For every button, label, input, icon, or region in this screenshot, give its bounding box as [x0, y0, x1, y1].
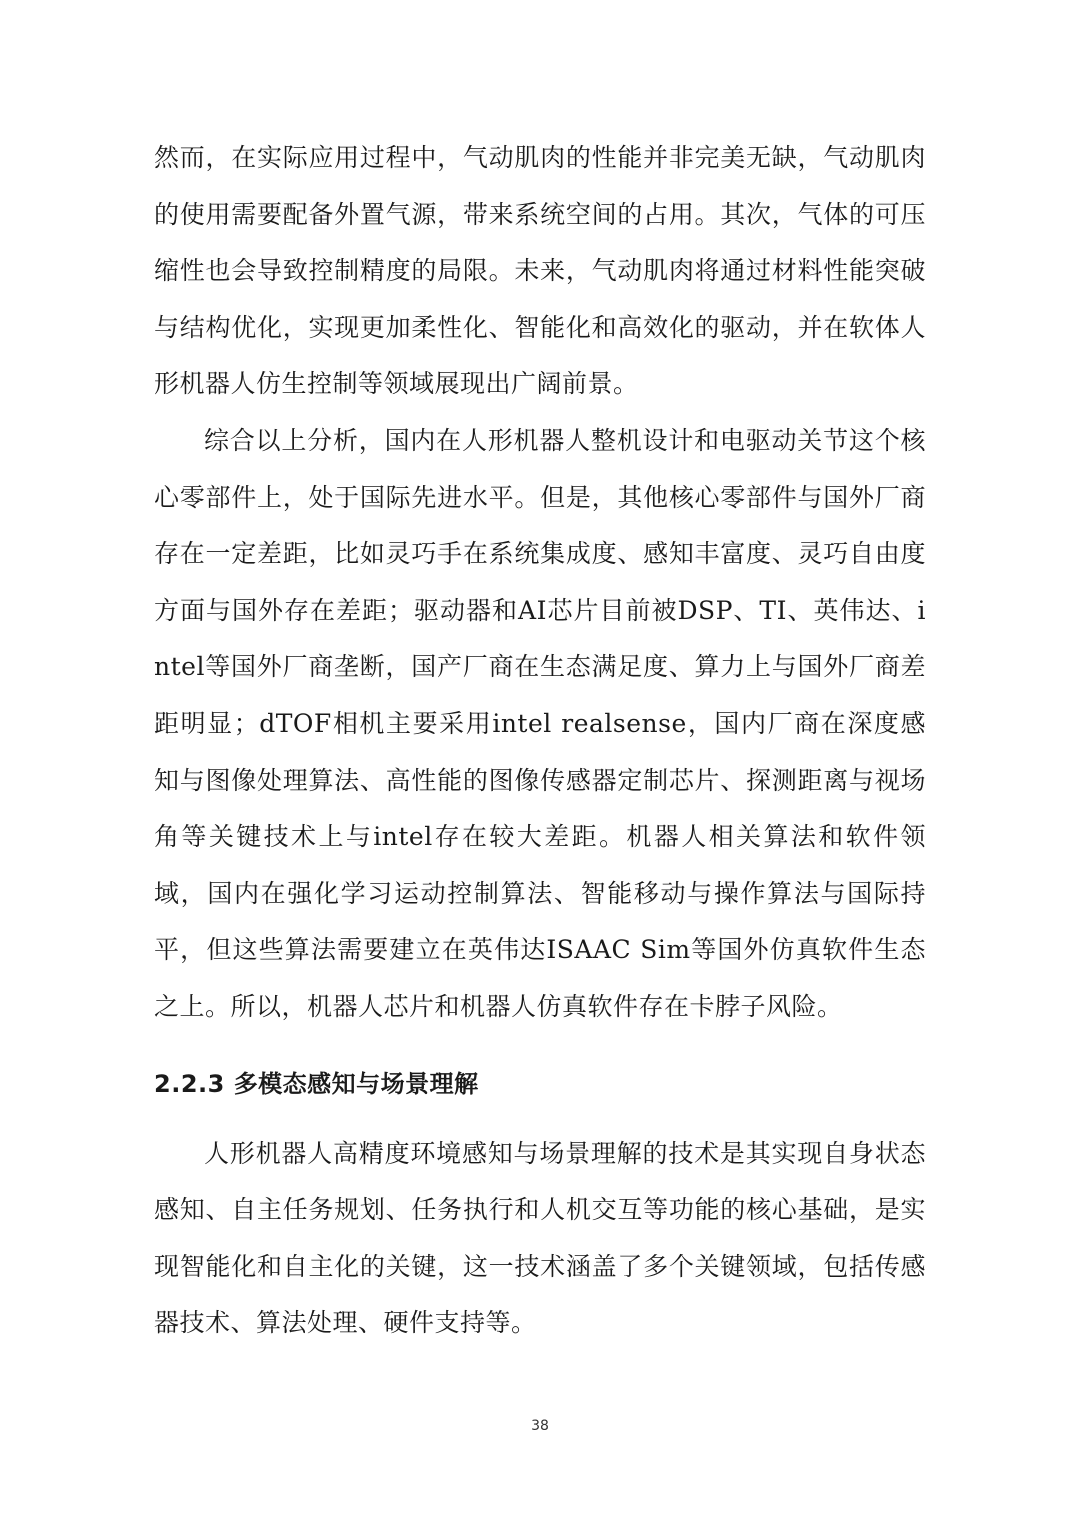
- paragraph-pneumatic-muscle: 然而，在实际应用过程中，气动肌肉的性能并非完美无缺，气动肌肉的使用需要配备外置气源，带来系统空间的占用。其次，气体的可压缩性也会导致控制精度的局限。未来，气动肌肉将通过材料性能突破与结构优化，实现更加柔性化、智能化和高效化的驱动，并在软体人形机器人仿生控制等领域展现出广阔前景。: [154, 143, 926, 399]
- page-number: 38: [531, 1418, 549, 1434]
- paragraph-analysis-summary: 综合以上分析，国内在人形机器人整机设计和电驱动关节这个核心零部件上，处于国际先进水平。但是，其他核心零部件与国外厂商存在一定差距，比如灵巧手在系统集成度、感知丰富度、灵巧自由度方面与国外存在差距；驱动器和AI芯片目前被DSP、TI、英伟达、intel等国外厂商垄断，国产厂商在生态满足度、算力上与国外厂商差距明显；dTOF相机主要采用intel realsense，国内厂商在深度感知与图像处理算法、高性能的图像传感器定制芯片、探测距离与视场角等关键技术上与intel存在较大差距。机器人相关算法和软件领域，国内在强化学习运动控制算法、智能移动与操作算法与国际持平，但这些算法需要建立在英伟达ISAAC Sim等国外仿真软件生态之上。所以，机器人芯片和机器人仿真软件存在卡脖子风险。: [154, 425, 926, 1021]
- document-page: [154, 130, 926, 1352]
- paragraph-multimodal-perception: 人形机器人高精度环境感知与场景理解的技术是其实现自身状态感知、自主任务规划、任务执行和人机交互等功能的核心基础，是实现智能化和自主化的关键，这一技术涵盖了多个关键领域，包括传感器技术、算法处理、硬件支持等。: [154, 1138, 926, 1338]
- section-heading: 2.2.3 多模态感知与场景理解: [154, 1069, 479, 1098]
